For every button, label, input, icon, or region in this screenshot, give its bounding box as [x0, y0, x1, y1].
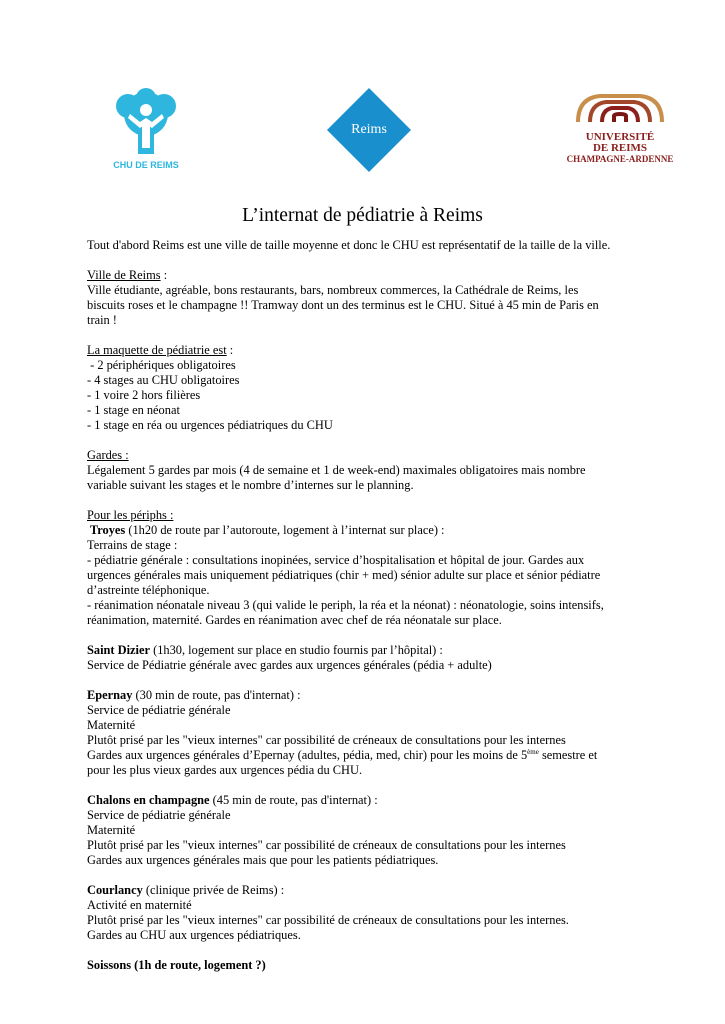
page-title: L’internat de pédiatrie à Reims: [242, 205, 483, 226]
saint-dizier-name: Saint Dizier: [87, 643, 150, 657]
periphs-heading: Pour les périphs :: [87, 508, 174, 522]
ville-heading: Ville de Reims: [87, 268, 161, 282]
epernay-info: (30 min de route, pas d'internat) :: [132, 688, 301, 702]
ville-line: train !: [87, 313, 117, 327]
chalons-info: (45 min de route, pas d'internat) :: [209, 793, 378, 807]
chalons-line: Gardes aux urgences générales mais que pour les patients pédiatriques.: [87, 853, 439, 867]
maquette-item: - 4 stages au CHU obligatoires: [87, 373, 240, 387]
maquette-item: - 1 stage en réa ou urgences pédiatriques du CHU: [87, 418, 333, 432]
courlancy-line: Activité en maternité: [87, 898, 192, 912]
universite-logo-line1: UNIVERSITÉ: [585, 131, 655, 143]
courlancy-info: (clinique privée de Reims) :: [142, 883, 285, 897]
courlancy-line: Gardes au CHU aux urgences pédiatriques.: [87, 928, 301, 942]
ville-heading-line: [87, 268, 647, 283]
saint-dizier-info: (1h30, logement sur place en studio fournis par l’hôpital) :: [149, 643, 443, 657]
universite-logo-line2: DE REIMS: [592, 142, 648, 154]
chalons-line: Plutôt prisé par les "vieux internes" car possibilité de créneaux de consultations pour les internes: [87, 838, 566, 852]
maquette-item: - 1 stage en néonat: [87, 403, 180, 417]
troyes-heading-line: [87, 523, 647, 538]
epernay-heading-line: [87, 688, 647, 703]
maquette-heading-line: [87, 343, 647, 358]
epernay-line: Maternité: [87, 718, 136, 732]
epernay-name: Epernay: [87, 688, 133, 702]
reims-city-logo: [327, 88, 411, 172]
maquette-heading-colon: :: [226, 343, 234, 357]
universite-reims-logo: [550, 92, 690, 172]
document-body: [87, 238, 647, 973]
reims-logo-text: Reims: [351, 122, 387, 137]
ville-heading-colon: :: [160, 268, 168, 282]
epernay-garde-line: [87, 748, 647, 763]
troyes-info: (1h20 de route par l’autoroute, logement à l’internat sur place) :: [125, 523, 445, 537]
troyes-line: - pédiatrie générale : consultations inopinées, service d’hospitalisation et hôpital de jour. Gardes aux: [87, 553, 585, 567]
courlancy-heading-line: [87, 883, 647, 898]
troyes-line: - réanimation néonatale niveau 3 (qui valide le periph, la réa et la néonat) : néonatologie, soins intensifs,: [87, 598, 604, 612]
chu-reims-logo: [108, 88, 184, 174]
troyes-name: Troyes: [87, 523, 126, 537]
troyes-line: Terrains de stage :: [87, 538, 178, 552]
epernay-garde-text-end: semestre et: [538, 748, 598, 762]
courlancy-line: Plutôt prisé par les "vieux internes" car possibilité de créneaux de consultations pour les internes.: [87, 913, 569, 927]
ville-line: biscuits roses et le champagne !! Tramway dont un des terminus est le CHU. Situé à 45 min de Paris en: [87, 298, 599, 312]
epernay-line: Plutôt prisé par les "vieux internes" car possibilité de créneaux de consultations pour les internes: [87, 733, 566, 747]
maquette-heading: La maquette de pédiatrie est: [87, 343, 227, 357]
troyes-line: d’astreinte téléphonique.: [87, 583, 210, 597]
epernay-line: Service de pédiatrie générale: [87, 703, 231, 717]
chu-logo-text: CHU DE REIMS: [113, 160, 179, 170]
intro-paragraph: Tout d'abord Reims est une ville de taille moyenne et donc le CHU est représentatif de la taille de la ville.: [87, 238, 611, 252]
saint-dizier-line: Service de Pédiatrie générale avec gardes aux urgences générales (pédia + adulte): [87, 658, 492, 672]
logo-bar: [0, 88, 725, 180]
soissons-heading-line: [87, 958, 647, 973]
chalons-line: Service de pédiatrie générale: [87, 808, 231, 822]
chalons-name: Chalons en champagne: [87, 793, 210, 807]
gardes-heading: Gardes :: [87, 448, 129, 462]
ville-line: Ville étudiante, agréable, bons restaurants, bars, nombreux commerces, la Cathédrale de Reims, les: [87, 283, 579, 297]
chalons-line: Maternité: [87, 823, 136, 837]
troyes-line: urgences générales mais uniquement pédiatriques (chir + med) sénior adulte sur place et sénior pédiatre: [87, 568, 601, 582]
troyes-line: réanimation, maternité. Gardes en réanimation avec chef de réa néonatale sur place.: [87, 613, 502, 627]
universite-logo-line3: CHAMPAGNE-ARDENNE: [566, 154, 674, 164]
saint-dizier-heading-line: [87, 643, 647, 658]
soissons-name: Soissons (1h de route, logement ?): [87, 958, 266, 972]
epernay-garde-text: Gardes aux urgences générales d’Epernay (adultes, pédia, med, chir) pour les moins de 5: [87, 748, 528, 762]
courlancy-name: Courlancy: [87, 883, 143, 897]
maquette-item: - 2 périphériques obligatoires: [87, 358, 236, 372]
universite-arches-icon: [550, 92, 690, 128]
gardes-line: variable suivant les stages et le nombre d’internes sur le planning.: [87, 478, 414, 492]
maquette-item: - 1 voire 2 hors filières: [87, 388, 201, 402]
gardes-line: Légalement 5 gardes par mois (4 de semaine et 1 de week-end) maximales obligatoires mais nombre: [87, 463, 586, 477]
epernay-superscript: ème: [527, 748, 539, 756]
chalons-heading-line: [87, 793, 647, 808]
epernay-line: pour les plus vieux gardes aux urgences pédia du CHU.: [87, 763, 363, 777]
